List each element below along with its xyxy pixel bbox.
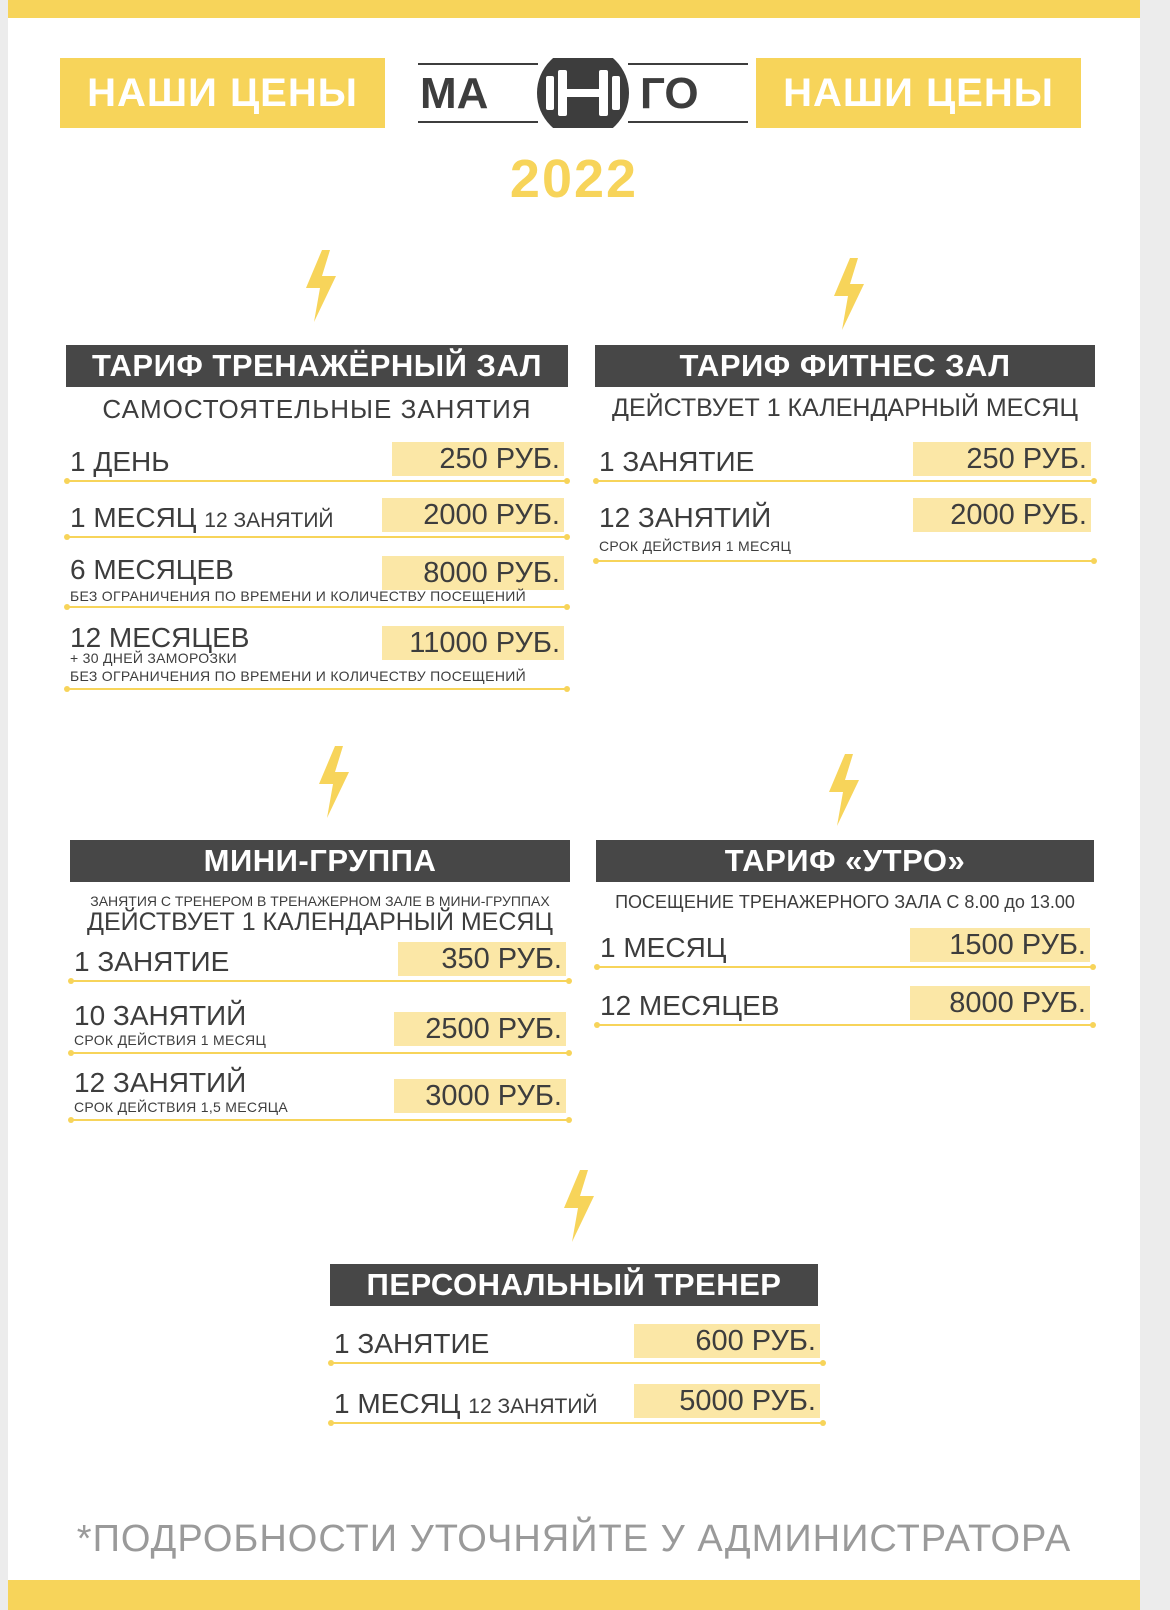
price: 3000 РУБ.: [394, 1079, 566, 1113]
row-note: БЕЗ ОГРАНИЧЕНИЯ ПО ВРЕМЕНИ И КОЛИЧЕСТВУ ПОСЕЩЕНИЙ: [70, 668, 526, 684]
lightning-icon: [823, 754, 863, 826]
price-list-page: [8, 0, 1140, 1610]
logo-text-right: ГО: [640, 69, 699, 118]
price: 600 РУБ.: [634, 1324, 820, 1358]
personal-title: ПЕРСОНАЛЬНЫЙ ТРЕНЕР: [330, 1264, 818, 1306]
gym-row-12months: [66, 622, 568, 684]
price: 8000 РУБ.: [910, 986, 1090, 1020]
row-note: СРОК ДЕЙСТВИЯ 1 МЕСЯЦ: [74, 1032, 267, 1048]
row-note: БЕЗ ОГРАНИЧЕНИЯ ПО ВРЕМЕНИ И КОЛИЧЕСТВУ ПОСЕЩЕНИЙ: [70, 588, 526, 604]
row-label: 1 МЕСЯЦ: [600, 932, 727, 963]
row-label-main: 1 МЕСЯЦ: [334, 1388, 461, 1419]
row-label: 1 ЗАНЯТИЕ: [599, 446, 755, 477]
divider: [70, 1052, 570, 1054]
morning-subtitle: ПОСЕЩЕНИЕ ТРЕНАЖЕРНОГО ЗАЛА С 8.00 до 13.00: [615, 892, 1075, 912]
gym-title: ТАРИФ ТРЕНАЖЁРНЫЙ ЗАЛ: [66, 345, 568, 387]
mini-row-12: [70, 1067, 570, 1115]
divider: [66, 480, 568, 482]
divider: [70, 1119, 570, 1121]
morning-row-1: [596, 926, 1094, 966]
morning-row-12: [596, 984, 1094, 1024]
lightning-icon: [558, 1170, 598, 1242]
row-label: 1 ЗАНЯТИЕ: [334, 1328, 490, 1359]
morning-title: ТАРИФ «УТРО»: [596, 840, 1094, 882]
gym-row-6months: [66, 554, 568, 604]
row-label: 6 МЕСЯЦЕВ: [70, 554, 234, 585]
price: 350 РУБ.: [398, 942, 566, 976]
bottom-band: [8, 1580, 1140, 1610]
footer-note: *ПОДРОБНОСТИ УТОЧНЯЙТЕ У АДМИНИСТРАТОРА: [76, 1518, 1072, 1560]
gym-row-day: [66, 440, 568, 480]
divider: [330, 1422, 824, 1424]
row-note: СРОК ДЕЙСТВИЯ 1,5 МЕСЯЦА: [74, 1099, 289, 1115]
mini-row-1: [70, 940, 570, 980]
fitness-row-1: [595, 440, 1095, 480]
divider: [596, 1024, 1094, 1026]
gym-row-month: [66, 496, 568, 536]
price: 2000 РУБ.: [382, 498, 564, 532]
row-label: 12 ЗАНЯТИЙ: [599, 502, 772, 533]
row-note: СРОК ДЕЙСТВИЯ 1 МЕСЯЦ: [599, 538, 792, 554]
row-label-small: 12 ЗАНЯТИЙ: [204, 509, 334, 532]
row-label: 1 ЗАНЯТИЕ: [74, 946, 230, 977]
divider: [70, 980, 570, 982]
price: 2000 РУБ.: [913, 498, 1091, 532]
row-label: 10 ЗАНЯТИЙ: [74, 1000, 247, 1031]
logo-text-left: МА: [420, 69, 489, 118]
divider: [330, 1362, 824, 1364]
price: 5000 РУБ.: [634, 1384, 820, 1418]
divider: [595, 480, 1095, 482]
price: 1500 РУБ.: [910, 928, 1090, 962]
row-label: 12 ЗАНЯТИЙ: [74, 1067, 247, 1098]
price: 11000 РУБ.: [382, 626, 564, 660]
logo-graphic: [418, 58, 748, 128]
price: 8000 РУБ.: [382, 556, 564, 590]
top-band: [8, 0, 1140, 18]
mini-subtitle: ДЕЙСТВУЕТ 1 КАЛЕНДАРНЫЙ МЕСЯЦ: [87, 908, 553, 936]
divider: [66, 688, 568, 690]
row-label: [70, 502, 334, 534]
row-label: 12 МЕСЯЦЕВ: [600, 990, 780, 1021]
divider: [596, 966, 1094, 968]
year: 2022: [509, 149, 639, 209]
personal-row-1: [330, 1322, 824, 1362]
row-label: 1 ДЕНЬ: [70, 446, 170, 477]
lightning-icon: [828, 258, 868, 330]
mini-title: МИНИ-ГРУППА: [70, 840, 570, 882]
row-label: 12 МЕСЯЦЕВ: [70, 622, 250, 653]
lightning-icon: [300, 250, 340, 322]
logo: [418, 58, 748, 128]
price: 2500 РУБ.: [394, 1012, 566, 1046]
personal-row-month: [330, 1382, 824, 1422]
row-label-main: 1 МЕСЯЦ: [70, 502, 197, 533]
divider: [66, 536, 568, 538]
header-right-label: НАШИ ЦЕНЫ: [756, 58, 1081, 128]
fitness-subtitle: ДЕЙСТВУЕТ 1 КАЛЕНДАРНЫЙ МЕСЯЦ: [612, 394, 1078, 422]
header-left-label: НАШИ ЦЕНЫ: [60, 58, 385, 128]
lightning-icon: [313, 746, 353, 818]
fitness-row-12: [595, 496, 1095, 554]
mini-subtitle-small: ЗАНЯТИЯ С ТРЕНЕРОМ В ТРЕНАЖЕРНОМ ЗАЛЕ В МИНИ-ГРУППАХ: [90, 893, 550, 909]
price: 250 РУБ.: [913, 442, 1091, 476]
row-label-small: 12 ЗАНЯТИЙ: [468, 1395, 598, 1418]
divider: [595, 560, 1095, 562]
row-label: [334, 1388, 598, 1420]
mini-row-10: [70, 1000, 570, 1048]
divider: [66, 606, 568, 608]
price: 250 РУБ.: [392, 442, 564, 476]
fitness-title: ТАРИФ ФИТНЕС ЗАЛ: [595, 345, 1095, 387]
row-note-top: + 30 ДНЕЙ ЗАМОРОЗКИ: [70, 650, 238, 666]
gym-subtitle: САМОСТОЯТЕЛЬНЫЕ ЗАНЯТИЯ: [102, 394, 532, 424]
